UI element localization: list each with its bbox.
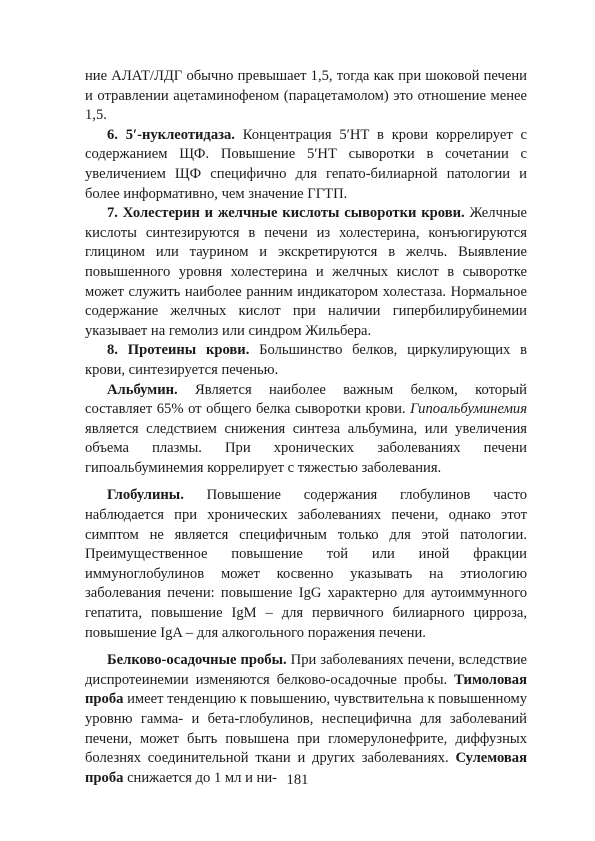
page-body	[85, 67, 527, 788]
paragraph-text: снижается до 1 мл и ни-	[123, 769, 278, 786]
paragraph-5-nucleotidase	[85, 126, 527, 204]
paragraph-text: Желчные кислоты синтезируются в печени из холестерина, конъюгируются глицином или таурином и экскретируются в желчь. Выявление повышенного уровня холестерина и желчных кислот в сыворотке может служить наиболее ранним индикатором холестаза. Нормальное содержание желчных кислот при наличии гипербилирубинемии указывает на гемолиз или синдром Жильбера.	[85, 205, 527, 339]
paragraph-blood-proteins	[85, 341, 527, 380]
paragraph-continuation	[85, 67, 527, 126]
bold-term: Сулемовая проба	[85, 750, 527, 786]
paragraph-cholesterol	[85, 204, 527, 341]
subsection-heading: Глобулины.	[107, 487, 184, 504]
paragraph-text: имеет тенденцию к повышению, чувствительна к повышенному уровню гамма- и бета-глобулинов, неспецифична для заболеваний печени, может быть повышена при гломерулонефрите, диффузных болезнях соединительной ткани и других заболеваниях.	[85, 691, 527, 767]
paragraph-text: При заболеваниях печени, вследствие диспротеинемии изменяются белково-осадочные пробы.	[85, 652, 527, 688]
italic-term: Гипоальбуминемия	[410, 401, 527, 418]
bold-term: Тимоловая проба	[85, 671, 527, 708]
paragraph-albumin	[85, 381, 527, 479]
paragraph-text: Концентрация 5′НТ в крови коррелирует с содержанием ЩФ. Повышение 5′НТ сыворотки в сочетании с увеличением ЩФ специфично для гепато-билиарной патологии и более информативно, чем значение ГГТП.	[85, 126, 527, 202]
paragraph-protein-tests	[85, 651, 527, 788]
subsection-heading: Белково-осадочные пробы.	[107, 652, 287, 669]
paragraph-text: Является наиболее важным белком, который составляет 65% от общего белка сыворотки крови.	[85, 381, 527, 418]
paragraph-text: Повышение содержания глобулинов часто наблюдается при хронических заболеваниях печени, однако этот симптом не является специфичным только для этой патологии. Преимущественное повышение той или иной фракции иммуноглобулинов может косвенно указывать на этиологию заболевания печени: повышение IgG характерно для аутоиммунного гепатита, повышение IgM – для первичного билиарного цирроза, повышение IgA – для алкогольного поражения печени.	[85, 487, 527, 641]
page-number: 181	[286, 772, 309, 788]
section-heading: 7. Холестерин и желчные кислоты сыворотки крови.	[107, 205, 465, 222]
paragraph-text: Большинство белков, циркулирующих в крови, синтезируется печенью.	[85, 342, 527, 378]
subsection-heading: Альбумин.	[107, 381, 178, 398]
paragraph-globulins	[85, 486, 527, 643]
section-heading: 6. 5′-нуклеотидаза.	[107, 126, 235, 143]
paragraph-text: ние АЛАТ/ЛДГ обычно превышает 1,5, тогда как при шоковой печени и отравлении ацетаминофеном (парацетамолом) это отношение менее 1,5.	[85, 68, 527, 124]
section-heading: 8. Протеины крови.	[107, 342, 250, 359]
paragraph-text: является следствием снижения синтеза альбумина, или увеличения объема плазмы. При хронических заболеваниях печени гипоальбуминемия коррелирует с тяжестью заболевания.	[85, 420, 527, 476]
